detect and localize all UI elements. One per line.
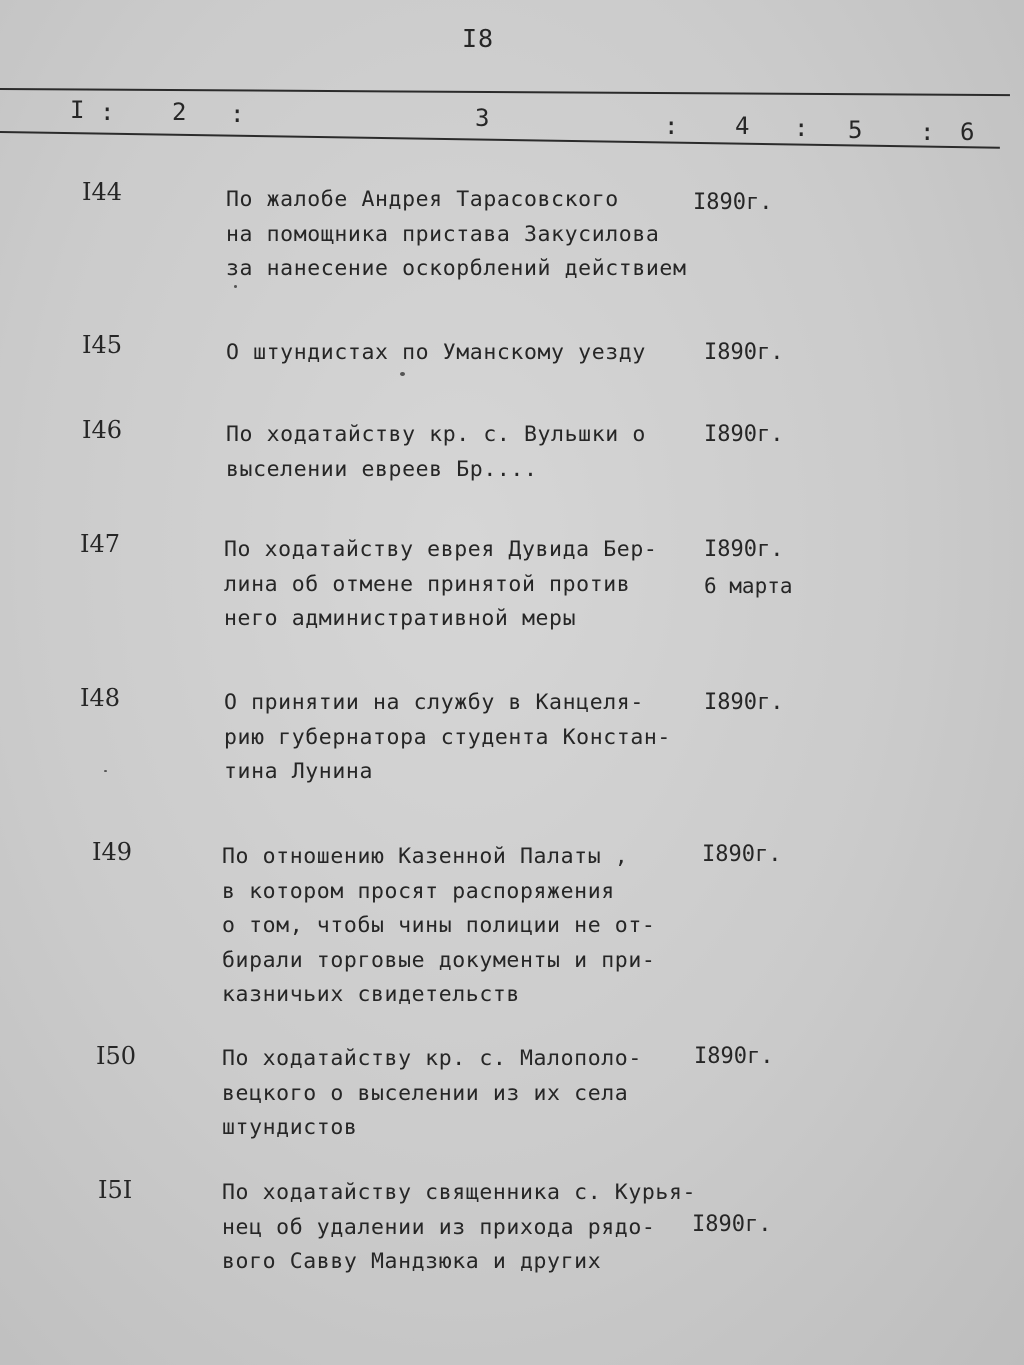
entry-line: казничьих свидетельств: [222, 982, 520, 1007]
entry-line: рию губернатора студента Констан-: [224, 724, 671, 750]
entry-date: 6 марта: [704, 574, 793, 598]
entry-line: По отношению Казенной Палаты ,: [222, 844, 629, 869]
entry-year: I890г.: [704, 340, 784, 365]
entry-description: [226, 336, 646, 371]
entry-line: По ходатайству кр. с. Малополо-: [222, 1046, 642, 1071]
entry-year: I890г.: [704, 537, 784, 562]
entry-description: [224, 533, 657, 637]
column-separator: :: [230, 100, 245, 128]
column-3-header: 3: [475, 104, 490, 132]
entry-line: штундистов: [222, 1115, 358, 1140]
entry-line: выселении евреев Бр....: [226, 456, 538, 482]
entry-description: [226, 418, 646, 487]
entry-line: за нанесение оскорблений действием: [226, 256, 687, 281]
entry-number: I45: [82, 331, 123, 359]
entry-number: I46: [82, 416, 123, 444]
entry-line: на помощника пристава Закусилова: [226, 221, 660, 247]
entry-line: бирали торговые документы и при-: [222, 947, 656, 973]
entry-line: По жалобе Андрея Тарасовского: [226, 187, 619, 212]
entry-number: I50: [96, 1042, 137, 1070]
entry-line: вецкого о выселении из их села: [222, 1080, 629, 1106]
entry-description: [224, 686, 671, 790]
column-separator: :: [794, 114, 809, 142]
entry-line: в котором просят распоряжения: [222, 878, 615, 904]
entry-line: О принятии на службу в Канцеля-: [224, 690, 644, 715]
entry-description: [222, 1042, 642, 1146]
paper-speck: [400, 372, 405, 376]
column-separator: :: [920, 118, 935, 146]
column-1-header: I: [70, 96, 85, 124]
entry-line: него административной меры: [224, 606, 577, 631]
entry-year: I890г.: [702, 842, 782, 867]
column-4-header: 4: [735, 112, 750, 140]
entry-description: [222, 1176, 696, 1280]
entry-number: I44: [82, 178, 123, 206]
entry-line: По ходатайству еврея Дувида Бер-: [224, 537, 658, 562]
entry-year: I890г.: [693, 190, 773, 215]
column-6-header: 6: [960, 118, 975, 146]
column-5-header: 5: [848, 116, 863, 144]
entry-number: I47: [80, 530, 121, 558]
header-top-rule: [0, 88, 1010, 96]
entry-line: О штундистах по Уманскому уезду: [226, 340, 646, 365]
page-number: I8: [462, 24, 495, 53]
entry-description: [226, 183, 687, 287]
entry-number: I48: [80, 684, 121, 712]
entry-line: тина Лунина: [224, 759, 373, 784]
entry-line: нец об удалении из прихода рядо-: [222, 1214, 656, 1240]
entry-line: вого Савву Мандзюка и других: [222, 1249, 602, 1274]
entry-line: о том, чтобы чины полиции не от-: [222, 913, 656, 938]
column-2-header: 2: [172, 98, 187, 126]
entry-line: лина об отмене принятой против: [224, 571, 631, 597]
entry-year: I890г.: [704, 422, 784, 447]
paper-speck: [234, 285, 237, 288]
entry-year: I890г.: [694, 1044, 774, 1069]
entry-number: I49: [92, 838, 133, 866]
entry-line: По ходатайству кр. с. Вульшки о: [226, 422, 646, 447]
entry-line: По ходатайству священника с. Курья-: [222, 1180, 697, 1205]
entry-year: I890г.: [692, 1212, 772, 1237]
column-separator: :: [100, 98, 115, 126]
column-separator: :: [664, 112, 679, 140]
paper-speck: [104, 770, 107, 772]
entry-number: I5I: [98, 1176, 133, 1204]
entry-year: I890г.: [704, 690, 784, 715]
entry-description: [222, 840, 655, 1013]
